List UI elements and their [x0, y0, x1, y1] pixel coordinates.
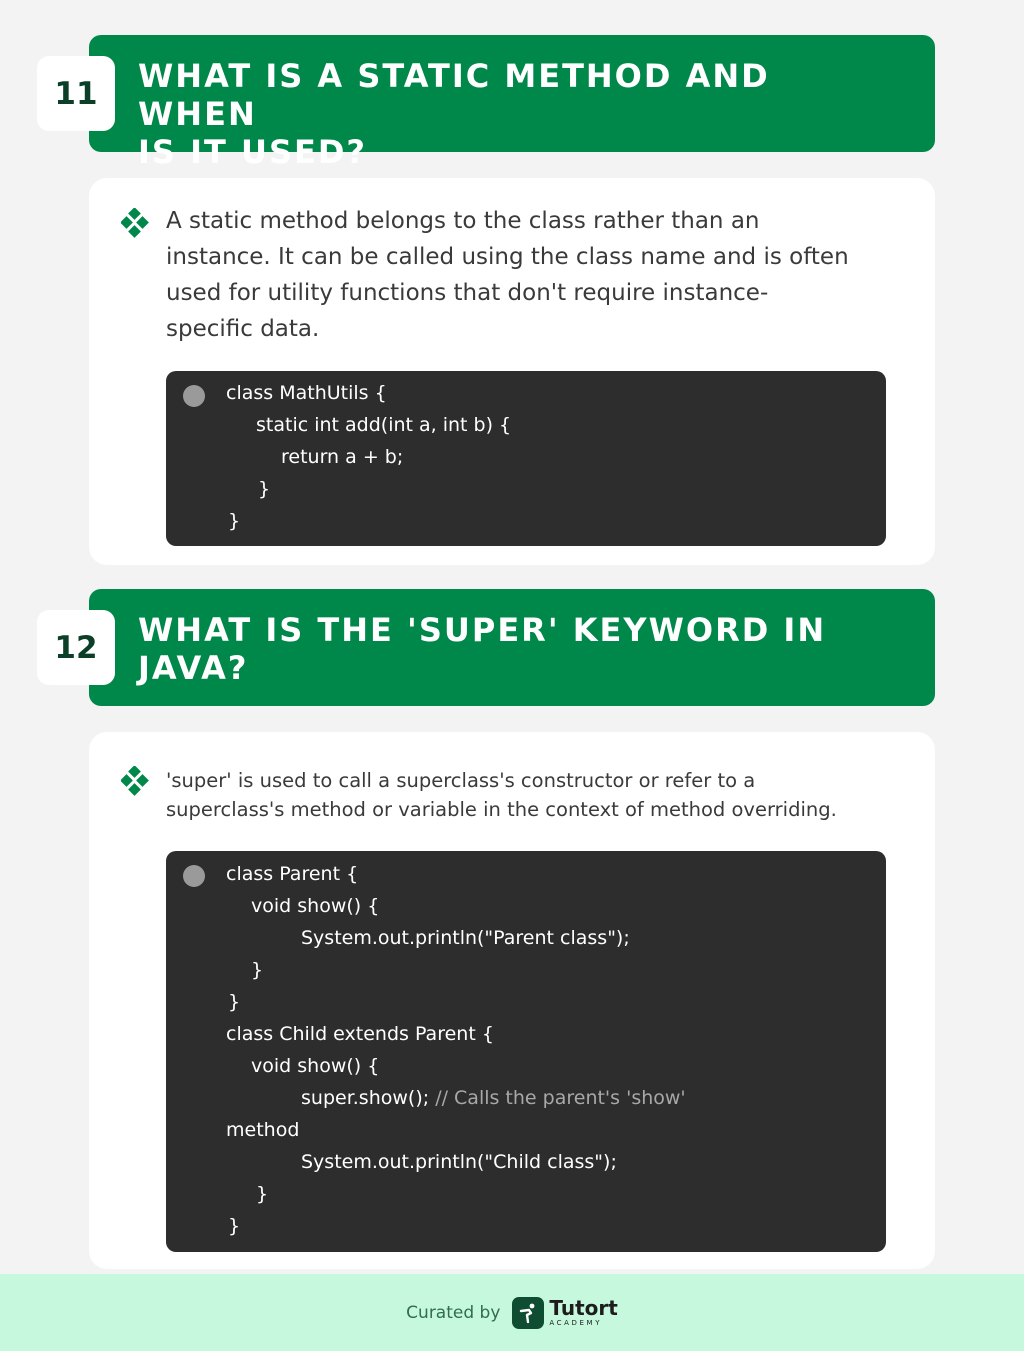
code-line	[301, 1086, 686, 1110]
question-11-number: 11	[37, 56, 115, 131]
question-12-answer	[166, 766, 926, 824]
answer-line: 'super' is used to call a superclass's constructor or refer to a	[166, 769, 756, 792]
code-line: System.out.println("Child class");	[301, 1151, 617, 1173]
question-12-title-line-1: WHAT IS THE 'SUPER' KEYWORD IN	[138, 611, 827, 649]
code-line: class MathUtils {	[226, 382, 387, 404]
code-line: System.out.println("Parent class");	[301, 927, 630, 949]
gray-dot-icon	[183, 385, 205, 407]
gray-dot-icon	[183, 865, 205, 887]
question-12-number: 12	[37, 610, 115, 685]
code-line: return a + b;	[281, 446, 404, 468]
brand-name: Tutort	[549, 1296, 618, 1320]
code-statement: super.show();	[301, 1087, 430, 1109]
code-line: }	[228, 991, 241, 1013]
code-line: void show() {	[251, 895, 380, 917]
question-11-title-line-1: WHAT IS A STATIC METHOD AND WHEN	[138, 57, 770, 133]
footer	[0, 1274, 1024, 1351]
question-12-code-block	[166, 851, 886, 1252]
question-11-code-block	[166, 371, 886, 546]
runner-figure-icon	[517, 1302, 539, 1324]
code-line: class Child extends Parent {	[226, 1023, 494, 1045]
question-12-header	[89, 589, 935, 706]
code-line: }	[258, 478, 271, 500]
question-12-card	[89, 732, 935, 1269]
code-line: }	[228, 510, 241, 532]
code-line: void show() {	[251, 1055, 380, 1077]
question-11-title	[138, 57, 898, 171]
answer-line: A static method belongs to the class rather than an	[166, 208, 760, 234]
code-line: }	[228, 1215, 241, 1237]
tutort-logo-icon	[512, 1297, 544, 1329]
code-line: class Parent {	[226, 863, 359, 885]
answer-line: instance. It can be called using the class name and is often	[166, 244, 849, 270]
code-line: }	[256, 1183, 269, 1205]
brand-subtitle: ACADEMY	[549, 1319, 603, 1327]
question-12-title	[138, 611, 898, 687]
code-line: static int add(int a, int b) {	[256, 414, 512, 436]
curated-by-label: Curated by	[406, 1302, 501, 1323]
question-11-header	[89, 35, 935, 171]
green-diamond-icon	[121, 208, 151, 238]
question-11-card	[89, 178, 935, 565]
green-diamond-icon	[121, 766, 151, 796]
code-comment: // Calls the parent's 'show'	[435, 1087, 686, 1109]
question-12-title-line-2: JAVA?	[138, 649, 249, 687]
answer-line: superclass's method or variable in the context of method overriding.	[166, 798, 837, 821]
answer-line: used for utility functions that don't require instance-	[166, 280, 769, 306]
answer-line: specific data.	[166, 316, 320, 342]
code-line: method	[226, 1119, 300, 1141]
question-11-title-line-2: IS IT USED?	[138, 133, 367, 171]
code-line: }	[251, 959, 264, 981]
question-11-answer	[166, 203, 906, 347]
brand	[549, 1298, 617, 1327]
